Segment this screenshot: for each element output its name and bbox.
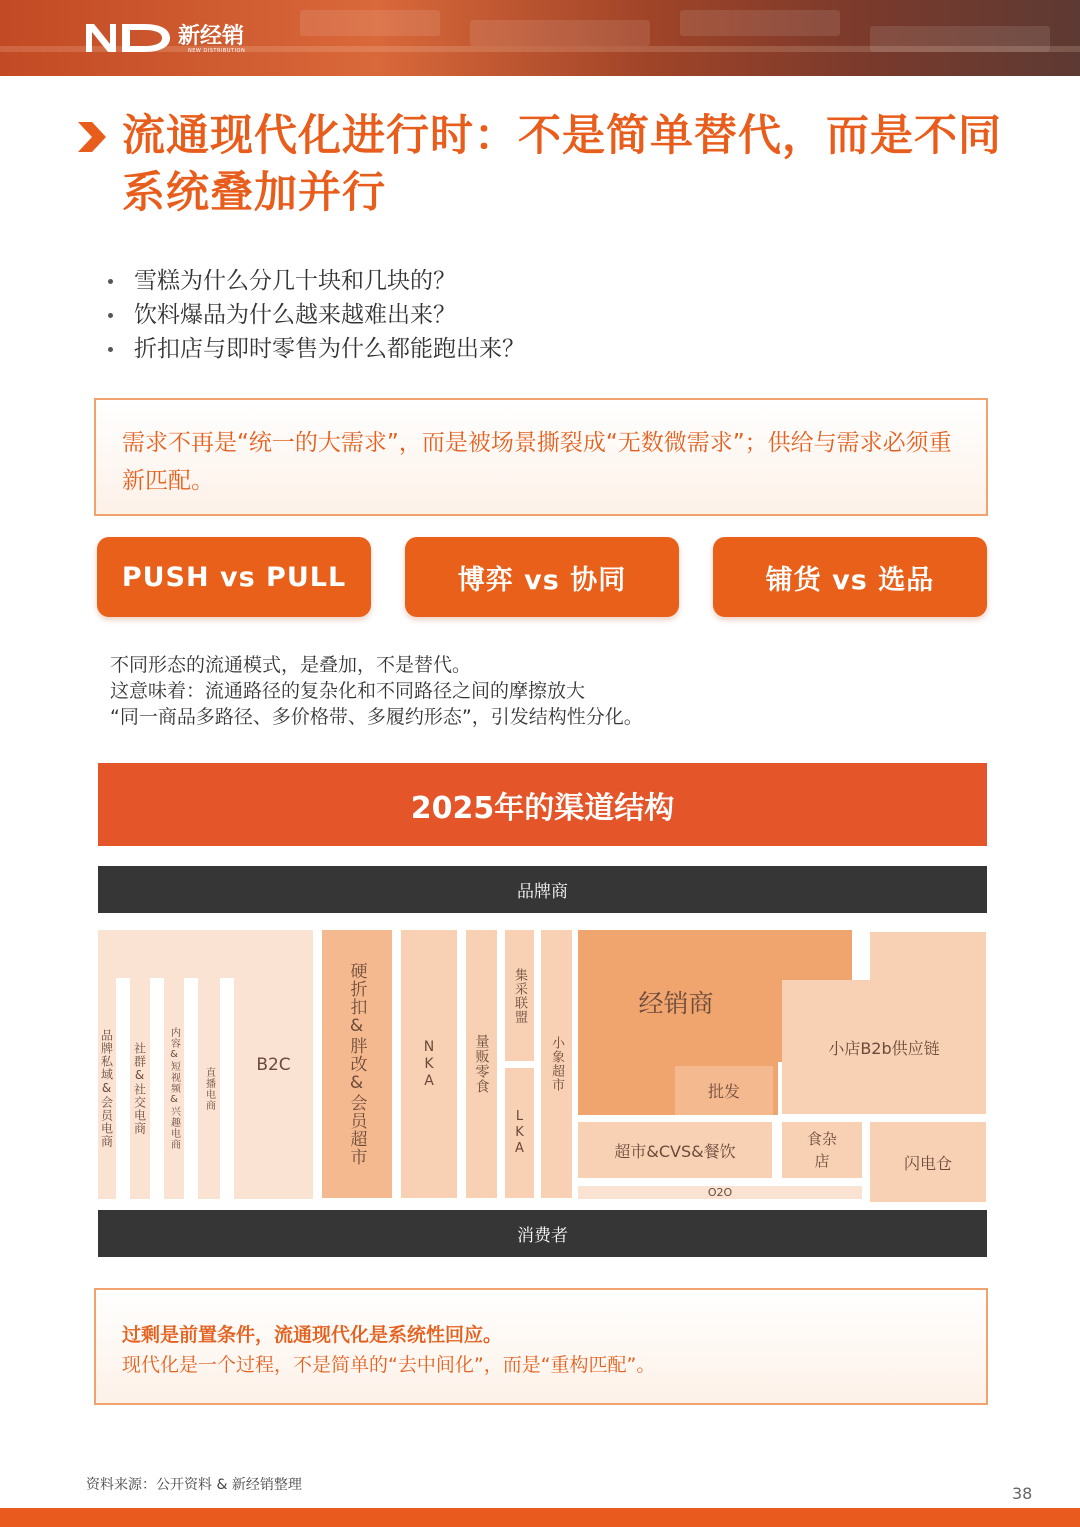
- channel-label: O2O: [707, 1186, 733, 1199]
- question-text: 折扣店与即时零售为什么都能跑出来？: [134, 336, 525, 362]
- o2o-channel: [578, 1186, 862, 1199]
- channel-label: 批发: [707, 1082, 740, 1101]
- distributor-block: [578, 930, 852, 970]
- snack-channel: [466, 930, 497, 1198]
- b2c-channel: [234, 930, 313, 1199]
- explanation-text: [110, 652, 643, 730]
- banner-shelf-decoration: [470, 20, 650, 46]
- list-item: [108, 264, 525, 298]
- bullet-icon: [108, 313, 113, 318]
- channel-label: 量贩零食: [473, 1034, 490, 1094]
- diagram-title: 2025年的渠道结构: [98, 763, 987, 846]
- question-list: [108, 264, 525, 366]
- brand-private-channel: [98, 978, 116, 1199]
- chevron-right-icon: [74, 120, 108, 154]
- channel-label: 集采联盟: [512, 967, 527, 1024]
- live-channel: [198, 978, 220, 1199]
- group-buy-channel: [505, 930, 534, 1061]
- brand-logo: [84, 20, 244, 54]
- bullet-icon: [108, 279, 113, 284]
- callout-normal-text: 现代化是一个过程，不是简单的“去中间化”，而是“重构匹配”。: [122, 1354, 656, 1376]
- grocery-channel: [782, 1122, 862, 1178]
- demand-callout: [94, 398, 988, 516]
- divider: [150, 978, 164, 1199]
- consumer-bar: 消费者: [98, 1210, 987, 1257]
- channel-label: 硬折扣&胖改&会员超市: [346, 962, 367, 1166]
- brand-name-en: NEW DISTRIBUTION: [188, 48, 246, 54]
- channel-label: 直播电商: [203, 1066, 215, 1111]
- explanation-line: “同一商品多路径、多价格带、多履约形态”，引发结构性分化。: [110, 706, 643, 728]
- list-item: [108, 332, 525, 366]
- distributor-label-box: [578, 972, 774, 1032]
- channel-label: 内容&短视频&兴趣电商: [168, 1027, 180, 1150]
- nka-channel: [401, 930, 457, 1198]
- channel-label: 超市&CVS&餐饮: [614, 1141, 736, 1161]
- brand-name-cn: 新经销: [178, 24, 245, 49]
- push-vs-pull-button[interactable]: PUSH vs PULL: [97, 537, 371, 617]
- channel-label: 小象超市: [549, 1036, 564, 1092]
- divider: [116, 978, 130, 1199]
- hard-discount-channel: [322, 930, 392, 1198]
- nd-logo-icon: [84, 20, 172, 54]
- banner-shelf-decoration: [300, 10, 440, 36]
- wholesale-channel: [675, 1066, 773, 1115]
- banner-shelf-decoration: [680, 10, 840, 36]
- question-text: 饮料爆品为什么越来越难出来？: [134, 302, 456, 328]
- list-item: [108, 298, 525, 332]
- channel-label: NKA: [421, 1038, 437, 1090]
- channel-label: LKA: [512, 1109, 527, 1157]
- channel-label: 社群&社交电商: [132, 1042, 147, 1135]
- callout-text: 需求不再是“统一的大需求”，而是被场景撕裂成“无数微需求”；供给与需求必须重新匹配。: [122, 430, 952, 494]
- channel-label: 食杂店: [806, 1130, 837, 1170]
- small-mart-channel: [541, 930, 572, 1198]
- lka-channel: [505, 1068, 534, 1198]
- b2b-block: [870, 932, 986, 982]
- retail-cvs-channel: [578, 1122, 772, 1178]
- footer-accent-bar: [0, 1508, 1080, 1527]
- source-note: 资料来源：公开资料 & 新经销整理: [86, 1477, 302, 1493]
- callout-strong-text: 过剩是前置条件，流通现代化是系统性回应。: [122, 1324, 503, 1346]
- bullet-icon: [108, 347, 113, 352]
- page-title: 流通现代化进行时：不是简单替代，而是不同系统叠加并行: [122, 111, 1002, 218]
- explanation-line: 这意味着：流通路径的复杂化和不同路径之间的摩擦放大: [110, 680, 586, 702]
- flash-warehouse-channel: [870, 1122, 986, 1202]
- page-number: 38: [1012, 1484, 1033, 1503]
- divider: [184, 978, 198, 1199]
- brand-owner-bar: 品牌商: [98, 866, 987, 913]
- channel-label: 小店B2b供应链: [828, 1038, 940, 1058]
- game-vs-collab-button[interactable]: 博弈 vs 协同: [405, 537, 679, 617]
- channel-label: 闪电仓: [903, 1153, 952, 1173]
- channel-label: 品牌私域&会员电商: [99, 1029, 114, 1148]
- divider: [220, 978, 234, 1199]
- header-banner: [0, 0, 1080, 76]
- conclusion-callout: [94, 1288, 988, 1405]
- b2b-supply-channel: [782, 980, 986, 1114]
- explanation-line: 不同形态的流通模式，是叠加，不是替代。: [110, 654, 472, 676]
- question-text: 雪糕为什么分几十块和几块的？: [134, 268, 456, 294]
- channel-label: B2C: [256, 1054, 291, 1075]
- stocking-vs-selection-button[interactable]: 铺货 vs 选品: [713, 537, 987, 617]
- social-channel: [130, 978, 150, 1199]
- content-channel: [164, 978, 184, 1199]
- distributor-label: 经销商: [638, 989, 714, 1018]
